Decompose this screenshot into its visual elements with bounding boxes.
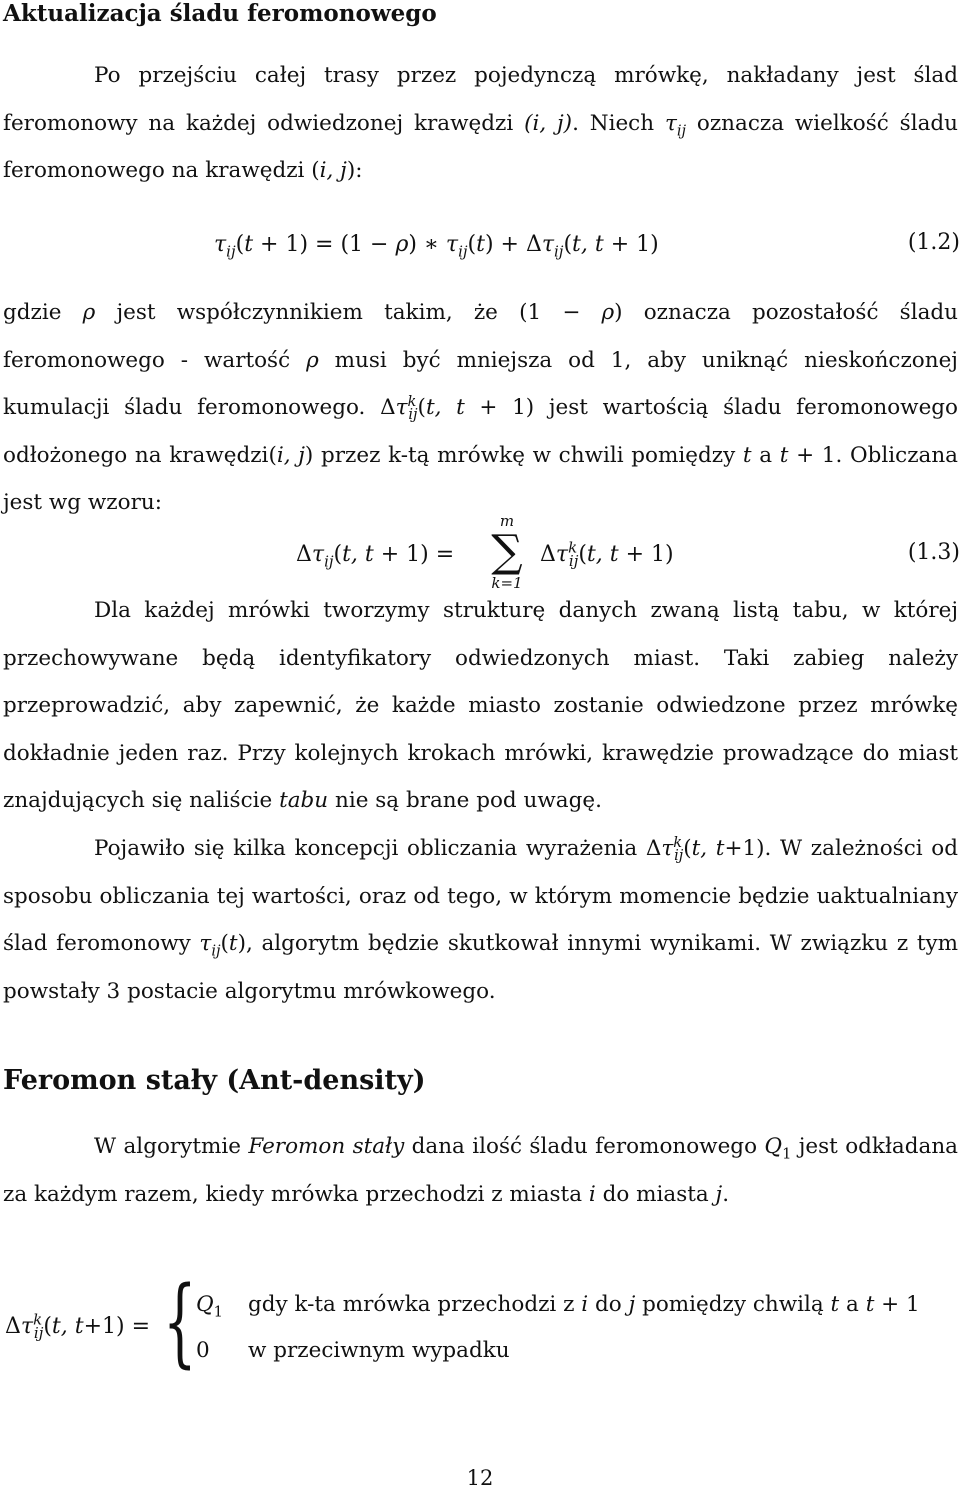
- case-2-condition: w przeciwnym wypadku: [248, 1338, 510, 1363]
- equation-cases-left: $\Delta\tau^k_{ij}(t$, t+1) =: [5, 1310, 151, 1343]
- paragraph-intro: Po przejściu całej trasy przez pojedynczą mrówkę, nakładany jest ślad feromonowy na każdej odwiedzonej krawędzi (i, j). Niech $\tau_{ij}$ oznacza wielkość śladu feromonowego na krawędzi (i, j):: [3, 63, 959, 183]
- paragraph-ant-density: W algorytmie Feromon stały dana ilość śladu feromonowego $Q_1$ jest odkładana za każdym razem, kiedy mrówka przechodzi z miasta i do miasta j.: [3, 1134, 958, 1207]
- paragraph-tabu-list: Dla każdej mrówki tworzymy strukturę danych zwaną listą tabu, w której przechowywane będą identyfikatory odwiedzonych miast. Taki zabieg należy przeprowadzić, aby zapewnić, że każde miasto zostanie odwiedzone przez mrówkę dokładnie jeden raz. Przy kolejnych krokach mrówki, krawędzie prowadzące do miast znajdujących się naliście tabu nie są brane pod uwagę.: [3, 598, 958, 813]
- edge-symbol: (i, j): [524, 110, 573, 136]
- case-1-value: $Q_1$: [196, 1292, 223, 1321]
- case-2-value: 0: [196, 1338, 210, 1363]
- left-brace: {: [163, 1266, 197, 1378]
- paragraph-concepts: Pojawiło się kilka koncepcji obliczania wyrażenia $\Delta\tau^k_{ij}(t$, t+1). W zależności od sposobu obliczania tej wartości, oraz od tego, w którym momencie będzie uaktualniany ślad feromonowy $\tau_{ij}(t)$, algorytm będzie skutkował innymi wynikami. W związku z tym powstały 3 postacie algorytmu mrówkowego.: [3, 833, 959, 1004]
- page-number: 12: [466, 1466, 494, 1490]
- equation-number: (1.3): [907, 540, 960, 565]
- section-heading-ant-density: Feromon stały (Ant-density): [3, 1065, 426, 1096]
- section-heading-pheromone-update: Aktualizacja śladu feromonowego: [3, 0, 437, 27]
- equation-pheromone-update: $\tau_{ij}(t + 1) = (1 - \rho)$ ∗ $\tau_{ij}(t) + \Delta\tau_{ij}(t$, t + 1): [214, 232, 659, 261]
- sum-symbol: m ∑ k=1: [491, 512, 523, 592]
- equation-number: (1.2): [907, 230, 960, 255]
- equation-sum-right: $\Delta\tau^k_{ij}(t$, t + 1): [540, 538, 674, 571]
- case-1-condition: gdy k-ta mrówka przechodzi z i do j pomiędzy chwilą t a t + 1: [248, 1292, 920, 1317]
- equation-sum-left: $\Delta\tau_{ij}(t$, t + 1) =: [296, 542, 455, 571]
- paragraph-rho-definition: gdzie ρ jest współczynnikiem takim, że (1 − ρ) oznacza pozostałość śladu feromonowego - wartość ρ musi być mniejsza od 1, aby uniknąć nieskończonej kumulacji śladu feromonowego. $\Delta\tau^k_{ij}(t$, t + 1) jest wartością śladu feromonowego odłożonego na krawędzi(i, j) przez k-tą mrówkę w chwili pomiędzy t a t + 1. Obliczana jest wg wzoru:: [3, 300, 958, 515]
